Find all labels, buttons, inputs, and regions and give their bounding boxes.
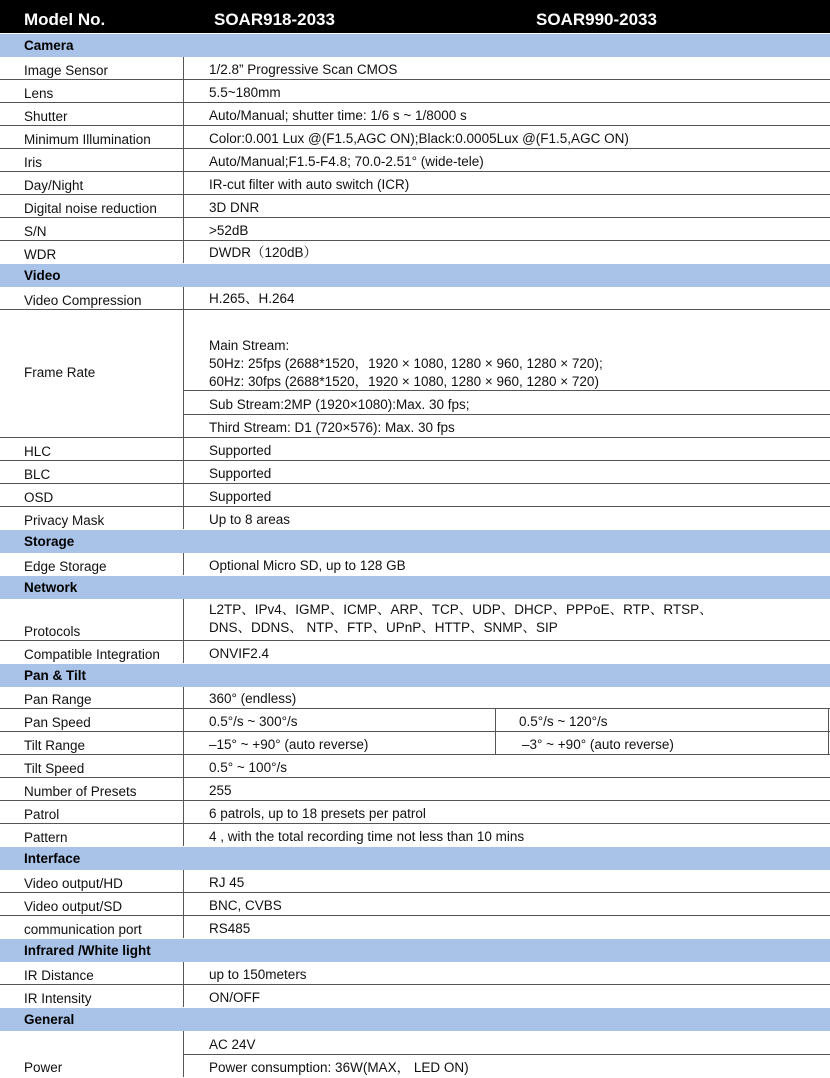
section-storage bbox=[0, 530, 830, 553]
row-label: Patrol bbox=[24, 807, 60, 822]
row-label: Pattern bbox=[24, 830, 68, 845]
power-line-1: AC 24V bbox=[209, 1037, 256, 1052]
row-label: Digital noise reduction bbox=[24, 201, 157, 216]
row-hlc bbox=[0, 438, 830, 461]
row-value: Auto/Manual;F1.5-F4.8; 70.0-2.51° (wide-tele) bbox=[209, 154, 484, 169]
row-edge-storage bbox=[0, 553, 830, 575]
row-tilt-speed bbox=[0, 755, 830, 778]
row-number-of-presets bbox=[0, 778, 830, 801]
row-power bbox=[0, 1031, 830, 1077]
row-value: RJ 45 bbox=[209, 875, 245, 890]
row-value: Supported bbox=[209, 466, 272, 481]
row-label: Privacy Mask bbox=[24, 513, 105, 528]
section-title: Interface bbox=[24, 851, 81, 866]
section-network bbox=[0, 576, 830, 599]
row-value: BNC, CVBS bbox=[209, 898, 282, 913]
row-label: Edge Storage bbox=[24, 559, 107, 574]
row-label: Power bbox=[24, 1060, 63, 1075]
table-header bbox=[0, 0, 830, 33]
row-wdr bbox=[0, 241, 830, 263]
protocols-line-1: L2TP、IPv4、IGMP、ICMP、ARP、TCP、UDP、DHCP、PPPoE、RTP、RTSP、 bbox=[209, 602, 713, 617]
row-image-sensor bbox=[0, 57, 830, 80]
row-value: DWDR（120dB） bbox=[209, 245, 318, 260]
section-interface bbox=[0, 847, 830, 870]
section-general bbox=[0, 1008, 830, 1031]
row-value: 1/2.8” Progressive Scan CMOS bbox=[209, 62, 398, 77]
row-value: ONVIF2.4 bbox=[209, 646, 270, 661]
section-title: General bbox=[24, 1012, 75, 1027]
main-stream-60hz: 60Hz: 30fps (2688*1520，1920 × 1080, 1280 × 960, 1280 × 720) bbox=[209, 374, 599, 389]
section-title: Camera bbox=[24, 38, 74, 53]
row-value: H.265、H.264 bbox=[209, 291, 295, 306]
row-value: >52dB bbox=[209, 223, 249, 238]
row-label: Video output/HD bbox=[24, 876, 123, 891]
row-video-output-sd bbox=[0, 893, 830, 916]
row-label: Compatible Integration bbox=[24, 647, 160, 662]
row-label: Minimum Illumination bbox=[24, 132, 151, 147]
row-lens bbox=[0, 80, 830, 103]
row-value: Optional Micro SD, up to 128 GB bbox=[209, 558, 406, 573]
row-label: Image Sensor bbox=[24, 63, 109, 78]
section-pan-tilt bbox=[0, 664, 830, 687]
section-video bbox=[0, 264, 830, 287]
row-pan-speed bbox=[0, 709, 830, 732]
row-value: Supported bbox=[209, 489, 272, 504]
row-video-compression bbox=[0, 287, 830, 310]
main-stream-50hz: 50Hz: 25fps (2688*1520，1920 × 1080, 1280 × 960, 1280 × 720); bbox=[209, 356, 603, 371]
row-osd bbox=[0, 484, 830, 507]
row-pattern bbox=[0, 824, 830, 846]
row-label: Iris bbox=[24, 155, 42, 170]
row-tilt-range bbox=[0, 732, 830, 755]
row-value: 6 patrols, up to 18 presets per patrol bbox=[209, 806, 426, 821]
row-value: up to 150meters bbox=[209, 967, 307, 982]
row-label: Protocols bbox=[24, 624, 81, 639]
row-label: Video Compression bbox=[24, 293, 142, 308]
row-value: Color:0.001 Lux @(F1.5,AGC ON);Black:0.0005Lux @(F1.5,AGC ON) bbox=[209, 131, 629, 146]
section-title: Infrared /White light bbox=[24, 943, 151, 958]
row-label: Day/Night bbox=[24, 178, 84, 193]
row-label: S/N bbox=[24, 224, 47, 239]
model-no-heading: Model No. bbox=[24, 10, 106, 29]
sub-stream: Sub Stream:2MP (1920×1080):Max. 30 fps; bbox=[209, 397, 470, 412]
row-label: Pan Speed bbox=[24, 715, 91, 730]
row-sn bbox=[0, 218, 830, 241]
row-value: Up to 8 areas bbox=[209, 512, 291, 527]
row-blc bbox=[0, 461, 830, 484]
model-2-heading: SOAR990-2033 bbox=[536, 10, 657, 29]
section-title: Video bbox=[24, 268, 61, 283]
row-frame-rate bbox=[0, 310, 830, 438]
row-value: ON/OFF bbox=[209, 990, 260, 1005]
section-camera bbox=[0, 34, 830, 57]
row-ir-intensity bbox=[0, 985, 830, 1007]
row-label: Video output/SD bbox=[24, 899, 123, 914]
power-line-2: Power consumption: 36W(MAX， LED ON) bbox=[209, 1060, 469, 1075]
row-value: Auto/Manual; shutter time: 1/6 s ~ 1/8000 s bbox=[209, 108, 467, 123]
row-value-model-2: 0.5°/s ~ 120°/s bbox=[519, 714, 608, 729]
row-ir-distance bbox=[0, 962, 830, 985]
row-value: 3D DNR bbox=[209, 200, 260, 215]
protocols-line-2: DNS、DDNS、 NTP、FTP、UPnP、HTTP、SNMP、SIP bbox=[209, 620, 558, 635]
row-label: WDR bbox=[24, 247, 57, 262]
column-divider bbox=[495, 732, 496, 754]
row-protocols bbox=[0, 599, 830, 641]
row-label: communication port bbox=[24, 922, 142, 937]
row-label: Pan Range bbox=[24, 692, 92, 707]
row-value: 0.5° ~ 100°/s bbox=[209, 760, 287, 775]
divider bbox=[184, 414, 830, 415]
divider bbox=[184, 390, 830, 391]
row-patrol bbox=[0, 801, 830, 824]
main-stream-title: Main Stream: bbox=[209, 338, 290, 353]
row-label: Tilt Speed bbox=[24, 761, 85, 776]
row-compatible-integration bbox=[0, 641, 830, 663]
third-stream: Third Stream: D1 (720×576): Max. 30 fps bbox=[209, 420, 455, 435]
row-label: Tilt Range bbox=[24, 738, 86, 753]
model-1-heading: SOAR918-2033 bbox=[214, 10, 335, 29]
divider bbox=[184, 1054, 830, 1055]
row-shutter bbox=[0, 103, 830, 126]
row-value: 255 bbox=[209, 783, 232, 798]
row-label: HLC bbox=[24, 444, 52, 459]
row-value: 360° (endless) bbox=[209, 691, 297, 706]
row-dnr bbox=[0, 195, 830, 218]
row-label: IR Distance bbox=[24, 968, 94, 983]
row-min-illumination bbox=[0, 126, 830, 149]
row-day-night bbox=[0, 172, 830, 195]
row-communication-port bbox=[0, 916, 830, 938]
row-value: 5.5~180mm bbox=[209, 85, 281, 100]
section-infrared bbox=[0, 939, 830, 962]
row-value: 4 , with the total recording time not less than 10 mins bbox=[209, 829, 525, 844]
row-label: Shutter bbox=[24, 109, 68, 124]
row-value: RS485 bbox=[209, 921, 251, 936]
row-label: Number of Presets bbox=[24, 784, 137, 799]
row-label: Frame Rate bbox=[24, 365, 96, 380]
row-video-output-hd bbox=[0, 870, 830, 893]
row-label: BLC bbox=[24, 467, 51, 482]
row-value-model-2: –3° ~ +90° (auto reverse) bbox=[522, 737, 674, 752]
section-title: Network bbox=[24, 580, 78, 595]
column-divider bbox=[495, 709, 496, 731]
row-label: Lens bbox=[24, 86, 54, 101]
section-title: Storage bbox=[24, 534, 75, 549]
row-value-model-1: 0.5°/s ~ 300°/s bbox=[209, 714, 298, 729]
section-title: Pan & Tilt bbox=[24, 668, 87, 683]
row-label: OSD bbox=[24, 490, 54, 505]
row-pan-range bbox=[0, 687, 830, 709]
row-iris bbox=[0, 149, 830, 172]
row-value-model-1: –15° ~ +90° (auto reverse) bbox=[209, 737, 369, 752]
row-privacy-mask bbox=[0, 507, 830, 529]
row-value: Supported bbox=[209, 443, 272, 458]
row-label: IR Intensity bbox=[24, 991, 92, 1006]
row-value: IR-cut filter with auto switch (ICR) bbox=[209, 177, 410, 192]
